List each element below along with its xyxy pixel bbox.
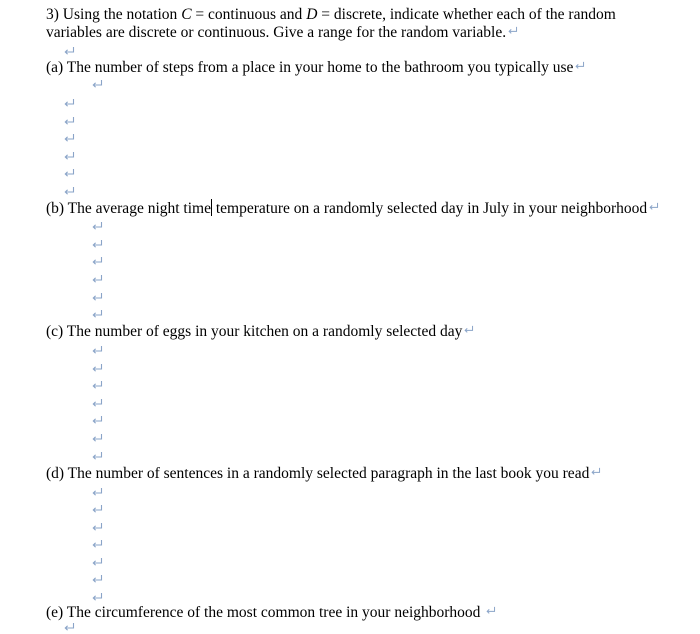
return-arrow-icon (91, 557, 103, 567)
return-arrow-icon (463, 325, 474, 334)
return-arrow-icon (91, 292, 103, 302)
part-d-text: (d) The number of sentences in a randomly selected paragraph in the last book you read (46, 465, 590, 482)
return-arrow-icon (91, 592, 103, 602)
return-arrow-icon (91, 574, 103, 584)
return-arrow-icon (91, 79, 103, 89)
return-arrow-icon (91, 415, 103, 425)
question-text-1: 3) Using the notation C = continuous and D = discrete, indicate whether each of the random (46, 6, 616, 23)
return-arrow-icon (91, 539, 103, 549)
return-arrow-icon (485, 606, 496, 615)
part-e-line[interactable] (46, 604, 496, 622)
part-b-line[interactable] (46, 199, 659, 218)
return-arrow-icon (91, 274, 103, 284)
return-arrow-icon (63, 46, 75, 56)
return-arrow-icon (63, 186, 75, 196)
part-e-text: (e) The circumference of the most common tree in your neighborhood (46, 604, 485, 621)
part-c-text: (c) The number of eggs in your kitchen on a randomly selected day (46, 323, 463, 340)
question-text-2: variables are discrete or continuous. Give a range for the random variable. (46, 24, 507, 41)
return-arrow-icon (63, 151, 75, 161)
return-arrow-icon (63, 622, 75, 632)
return-arrow-icon (63, 98, 75, 108)
return-arrow-icon (91, 380, 103, 390)
return-arrow-icon (91, 504, 103, 514)
question-line-1[interactable] (46, 6, 616, 24)
return-arrow-icon (91, 309, 103, 319)
return-arrow-icon (574, 61, 585, 70)
return-arrow-icon (91, 487, 103, 497)
return-arrow-icon (91, 451, 103, 461)
return-arrow-icon (590, 467, 601, 476)
return-arrow-icon (648, 202, 659, 211)
return-arrow-icon (91, 256, 103, 266)
return-arrow-icon (91, 239, 103, 249)
question-line-2[interactable] (46, 24, 518, 42)
return-arrow-icon (91, 398, 103, 408)
return-arrow-icon (63, 116, 75, 126)
return-arrow-icon (91, 433, 103, 443)
return-arrow-icon (91, 522, 103, 532)
part-a-text: (a) The number of steps from a place in your home to the bathroom you typically use (46, 59, 574, 76)
return-arrow-icon (507, 26, 518, 35)
part-b-text-start: (b) The average night time (46, 200, 211, 217)
part-a-line[interactable] (46, 59, 585, 77)
return-arrow-icon (91, 363, 103, 373)
part-c-line[interactable] (46, 323, 474, 341)
return-arrow-icon (91, 221, 103, 231)
part-b-text-end: temperature on a randomly selected day in July in your neighborhood (211, 200, 648, 217)
return-arrow-icon (63, 133, 75, 143)
return-arrow-icon (91, 345, 103, 355)
part-d-line[interactable] (46, 465, 601, 483)
return-arrow-icon (63, 168, 75, 178)
